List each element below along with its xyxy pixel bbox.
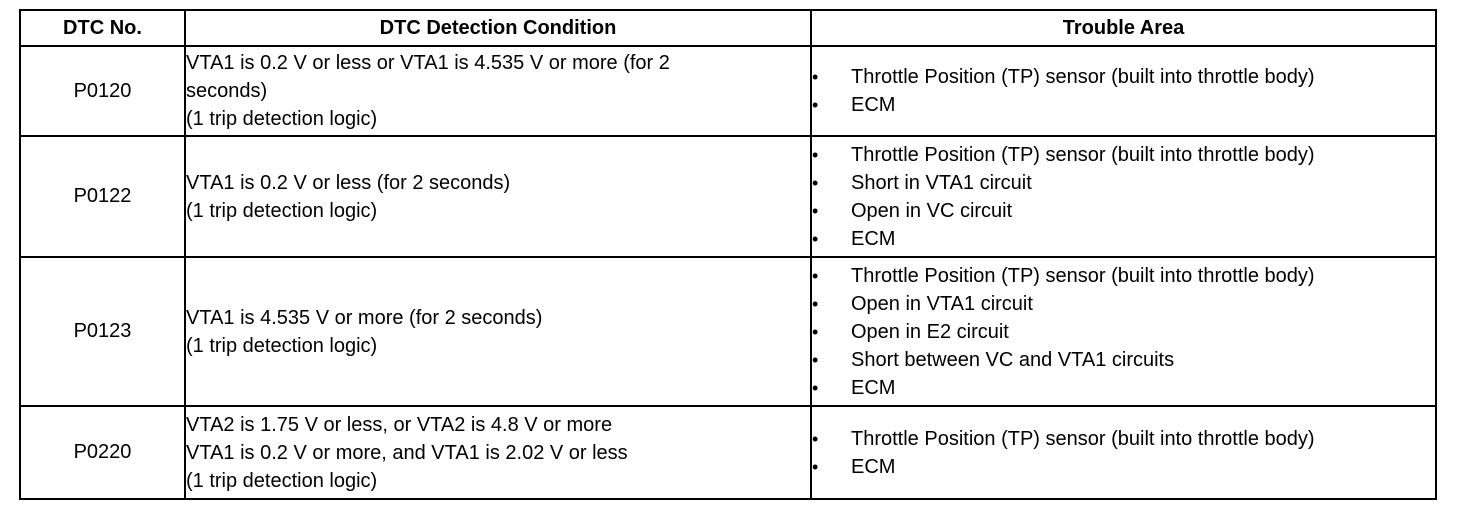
list-item [812,453,1435,481]
trouble-area-text: Throttle Position (TP) sensor (built into throttle body) [851,264,1315,287]
trouble-area-text: Throttle Position (TP) sensor (built into throttle body) [851,66,1315,88]
bullet-icon: • [812,265,819,286]
trouble-area-text: Open in E2 circuit [851,320,1009,343]
trouble-area-text: ECM [851,227,896,250]
trouble-area [811,46,1436,136]
bullet-icon: • [812,293,819,314]
trouble-area [811,257,1436,406]
bullet-icon: • [812,428,819,449]
table-row [20,46,1436,136]
bullet-icon: • [812,228,819,249]
header-dtc-no: DTC No. [20,10,185,46]
bullet-icon: • [812,172,819,193]
table-row [20,136,1436,257]
list-item [812,91,1435,119]
condition-line: VTA1 is 0.2 V or less or VTA1 is 4.535 V or more (for 2 [186,52,670,74]
condition-line: (1 trip detection logic) [186,334,378,357]
bullet-icon: • [812,200,819,221]
list-item [812,141,1435,169]
detection-condition [185,136,811,257]
condition-line: VTA1 is 4.535 V or more (for 2 seconds) [186,306,543,329]
detection-condition [185,46,811,136]
trouble-area-text: Throttle Position (TP) sensor (built into throttle body) [851,143,1315,166]
header-row [20,10,1436,46]
trouble-area-list [812,425,1435,481]
condition-line: (1 trip detection logic) [186,469,378,492]
list-item [812,290,1435,318]
trouble-area-text: Throttle Position (TP) sensor (built into throttle body) [851,427,1315,450]
condition-line: (1 trip detection logic) [186,108,378,130]
dtc-table [19,9,1437,500]
condition-line: VTA1 is 0.2 V or less (for 2 seconds) [186,171,511,194]
dtc-code: P0122 [20,136,185,257]
list-item [812,197,1435,225]
trouble-area-text: ECM [851,94,896,116]
list-item [812,425,1435,453]
bullet-icon: • [812,321,819,342]
dtc-code: P0220 [20,406,185,499]
table-row [20,406,1436,499]
condition-line: seconds) [186,80,268,102]
trouble-area-list [812,63,1435,119]
header-detection-condition: DTC Detection Condition [185,10,811,46]
list-item [812,374,1435,402]
bullet-icon: • [812,144,819,165]
list-item [812,225,1435,253]
condition-line: VTA2 is 1.75 V or less, or VTA2 is 4.8 V or more [186,413,613,436]
header-trouble-area: Trouble Area [811,10,1436,46]
trouble-area-list [812,141,1435,253]
trouble-area-text: ECM [851,376,896,399]
trouble-area-text: Open in VC circuit [851,199,1013,222]
dtc-code: P0120 [20,46,185,136]
detection-condition [185,257,811,406]
trouble-area-text: Short in VTA1 circuit [851,171,1032,194]
dtc-code: P0123 [20,257,185,406]
list-item [812,346,1435,374]
list-item [812,63,1435,91]
detection-condition [185,406,811,499]
trouble-area [811,136,1436,257]
table-row [20,257,1436,406]
trouble-area-list [812,262,1435,402]
list-item [812,318,1435,346]
trouble-area [811,406,1436,499]
trouble-area-text: Short between VC and VTA1 circuits [851,348,1175,371]
list-item [812,169,1435,197]
condition-line: (1 trip detection logic) [186,199,378,222]
bullet-icon: • [812,67,819,87]
list-item [812,262,1435,290]
bullet-icon: • [812,377,819,398]
bullet-icon: • [812,349,819,370]
trouble-area-text: ECM [851,455,896,478]
bullet-icon: • [812,456,819,477]
trouble-area-text: Open in VTA1 circuit [851,292,1033,315]
bullet-icon: • [812,95,819,115]
condition-line: VTA1 is 0.2 V or more, and VTA1 is 2.02 V or less [186,441,628,464]
